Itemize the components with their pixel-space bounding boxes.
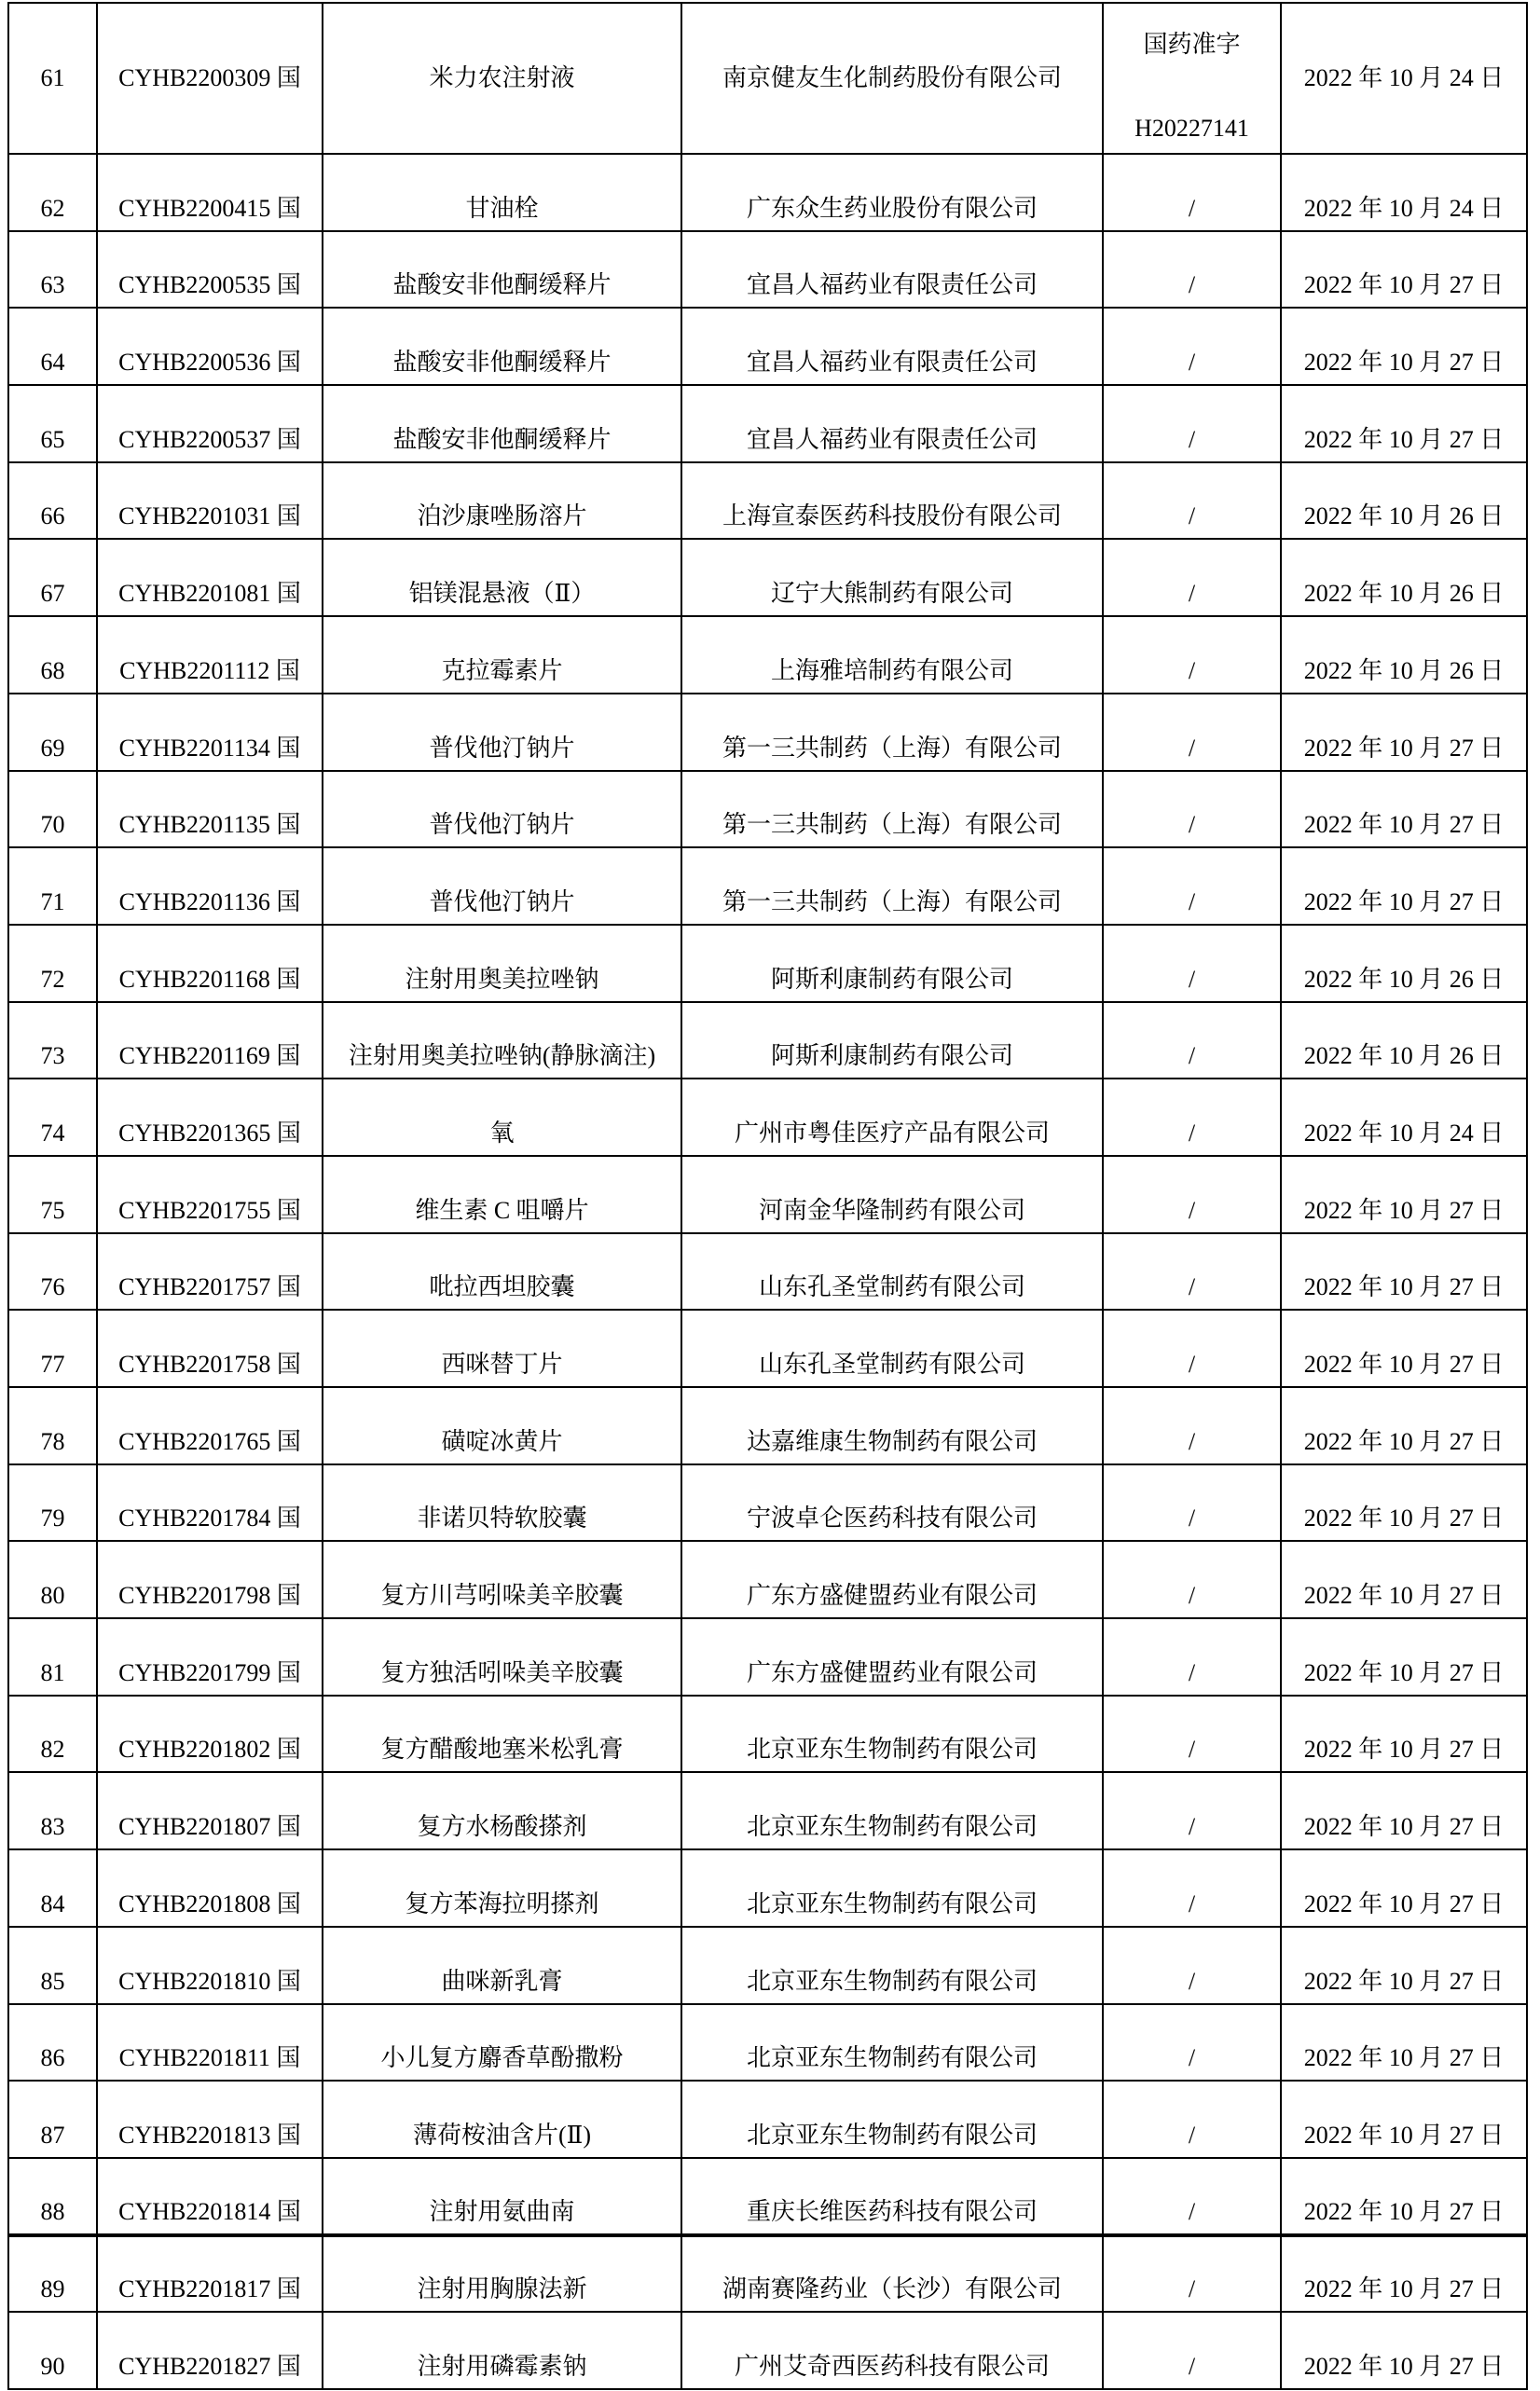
cell-date: 2022 年 10 月 27 日 [1281,1387,1527,1464]
cell-index: 74 [8,1079,97,1156]
cell-acceptance-number: CYHB2201081 国 [97,539,323,616]
cell-acceptance-number: CYHB2200537 国 [97,385,323,462]
cell-company: 湖南赛隆药业（长沙）有限公司 [681,2235,1103,2313]
cell-index: 63 [8,231,97,309]
cell-date: 2022 年 10 月 27 日 [1281,2158,1527,2235]
cell-company: 山东孔圣堂制药有限公司 [681,1310,1103,1387]
cell-date: 2022 年 10 月 24 日 [1281,1079,1527,1156]
cell-company: 广东众生药业股份有限公司 [681,154,1103,231]
cell-company: 辽宁大熊制药有限公司 [681,539,1103,616]
cell-company: 上海宣泰医药科技股份有限公司 [681,462,1103,540]
cell-index: 71 [8,847,97,925]
cell-company: 山东孔圣堂制药有限公司 [681,1233,1103,1311]
cell-approval-number: / [1103,2004,1281,2082]
approval-number-line: 国药准字 [1143,31,1241,58]
cell-approval-number: / [1103,2081,1281,2158]
cell-acceptance-number: CYHB2201758 国 [97,1310,323,1387]
cell-drug-name: 注射用奥美拉唑钠 [323,925,681,1002]
cell-index: 87 [8,2081,97,2158]
cell-acceptance-number: CYHB2201813 国 [97,2081,323,2158]
cell-acceptance-number: CYHB2201814 国 [97,2158,323,2235]
cell-acceptance-number: CYHB2201755 国 [97,1156,323,1233]
cell-drug-name: 小儿复方麝香草酚撒粉 [323,2004,681,2082]
cell-drug-name: 非诺贝特软胶囊 [323,1464,681,1542]
cell-index: 81 [8,1618,97,1696]
cell-acceptance-number: CYHB2201811 国 [97,2004,323,2082]
cell-company: 第一三共制药（上海）有限公司 [681,847,1103,925]
table-row [8,2312,1527,2389]
table-row [8,1696,1527,1773]
table-row [8,1233,1527,1311]
cell-drug-name: 注射用胸腺法新 [323,2235,681,2313]
cell-approval-number: / [1103,1310,1281,1387]
table-row [8,539,1527,616]
cell-company: 宜昌人福药业有限责任公司 [681,231,1103,309]
table-row [8,1156,1527,1233]
cell-date: 2022 年 10 月 27 日 [1281,1310,1527,1387]
cell-acceptance-number: CYHB2200536 国 [97,308,323,385]
table-row [8,462,1527,540]
cell-date: 2022 年 10 月 27 日 [1281,385,1527,462]
cell-drug-name: 注射用奥美拉唑钠(静脉滴注) [323,1002,681,1079]
cell-index: 78 [8,1387,97,1464]
cell-company: 宁波卓仑医药科技有限公司 [681,1464,1103,1542]
table-row [8,1310,1527,1387]
cell-approval-number: / [1103,2235,1281,2313]
table-body [8,3,1527,2389]
cell-index: 72 [8,925,97,1002]
cell-approval-number: / [1103,1002,1281,1079]
cell-date: 2022 年 10 月 27 日 [1281,1464,1527,1542]
table-row [8,1618,1527,1696]
cell-drug-name: 氧 [323,1079,681,1156]
cell-acceptance-number: CYHB2201817 国 [97,2235,323,2313]
table-row [8,1387,1527,1464]
cell-index: 69 [8,694,97,771]
cell-drug-name: 复方独活吲哚美辛胶囊 [323,1618,681,1696]
cell-date: 2022 年 10 月 26 日 [1281,616,1527,694]
cell-date: 2022 年 10 月 26 日 [1281,1002,1527,1079]
cell-index: 66 [8,462,97,540]
cell-approval-number: / [1103,771,1281,848]
cell-company: 上海雅培制药有限公司 [681,616,1103,694]
table-row [8,2235,1527,2313]
cell-index: 65 [8,385,97,462]
cell-approval-number: / [1103,1927,1281,2004]
cell-company: 达嘉维康生物制药有限公司 [681,1387,1103,1464]
cell-approval-number: / [1103,2312,1281,2389]
cell-index: 76 [8,1233,97,1311]
cell-approval-number: / [1103,1233,1281,1311]
cell-date: 2022 年 10 月 24 日 [1281,154,1527,231]
cell-date: 2022 年 10 月 27 日 [1281,1927,1527,2004]
cell-date: 2022 年 10 月 27 日 [1281,1233,1527,1311]
cell-date: 2022 年 10 月 27 日 [1281,694,1527,771]
cell-acceptance-number: CYHB2201827 国 [97,2312,323,2389]
cell-drug-name: 普伐他汀钠片 [323,847,681,925]
table-row [8,847,1527,925]
table-row [8,1002,1527,1079]
table-row [8,1079,1527,1156]
cell-drug-name: 普伐他汀钠片 [323,694,681,771]
cell-company: 阿斯利康制药有限公司 [681,925,1103,1002]
cell-index: 85 [8,1927,97,2004]
table-row [8,1541,1527,1618]
cell-index: 61 [8,3,97,154]
cell-company: 广州艾奇西医药科技有限公司 [681,2312,1103,2389]
cell-drug-name: 盐酸安非他酮缓释片 [323,231,681,309]
table-row [8,385,1527,462]
cell-drug-name: 吡拉西坦胶囊 [323,1233,681,1311]
cell-drug-name: 复方川芎吲哚美辛胶囊 [323,1541,681,1618]
table-row [8,1464,1527,1542]
cell-approval-number: / [1103,1772,1281,1849]
cell-acceptance-number: CYHB2201784 国 [97,1464,323,1542]
cell-approval-number: / [1103,231,1281,309]
cell-date: 2022 年 10 月 27 日 [1281,1541,1527,1618]
cell-acceptance-number: CYHB2201169 国 [97,1002,323,1079]
cell-company: 北京亚东生物制药有限公司 [681,1772,1103,1849]
cell-drug-name: 米力农注射液 [323,3,681,154]
cell-acceptance-number: CYHB2201810 国 [97,1927,323,2004]
table-row [8,1927,1527,2004]
cell-drug-name: 曲咪新乳膏 [323,1927,681,2004]
cell-company: 北京亚东生物制药有限公司 [681,1696,1103,1773]
cell-index: 80 [8,1541,97,1618]
cell-acceptance-number: CYHB2201799 国 [97,1618,323,1696]
table-row [8,616,1527,694]
cell-drug-name: 泊沙康唑肠溶片 [323,462,681,540]
cell-acceptance-number: CYHB2201134 国 [97,694,323,771]
cell-date: 2022 年 10 月 27 日 [1281,1618,1527,1696]
cell-index: 75 [8,1156,97,1233]
cell-index: 83 [8,1772,97,1849]
cell-acceptance-number: CYHB2201807 国 [97,1772,323,1849]
cell-index: 90 [8,2312,97,2389]
table-row [8,694,1527,771]
cell-index: 89 [8,2235,97,2313]
cell-approval-number: / [1103,1156,1281,1233]
cell-date: 2022 年 10 月 27 日 [1281,2312,1527,2389]
cell-drug-name: 维生素 C 咀嚼片 [323,1156,681,1233]
cell-company: 北京亚东生物制药有限公司 [681,1927,1103,2004]
cell-company: 北京亚东生物制药有限公司 [681,2081,1103,2158]
cell-index: 86 [8,2004,97,2082]
cell-approval-number: / [1103,539,1281,616]
cell-index: 62 [8,154,97,231]
cell-index: 70 [8,771,97,848]
table-row [8,2004,1527,2082]
cell-date: 2022 年 10 月 27 日 [1281,2081,1527,2158]
cell-index: 88 [8,2158,97,2235]
cell-date: 2022 年 10 月 26 日 [1281,462,1527,540]
cell-drug-name: 复方水杨酸搽剂 [323,1772,681,1849]
cell-drug-name: 盐酸安非他酮缓释片 [323,308,681,385]
cell-index: 77 [8,1310,97,1387]
cell-company: 河南金华隆制药有限公司 [681,1156,1103,1233]
approval-number-lines [1107,29,1276,144]
cell-index: 64 [8,308,97,385]
cell-acceptance-number: CYHB2201802 国 [97,1696,323,1773]
cell-date: 2022 年 10 月 27 日 [1281,231,1527,309]
cell-company: 宜昌人福药业有限责任公司 [681,308,1103,385]
cell-drug-name: 克拉霉素片 [323,616,681,694]
cell-company: 重庆长维医药科技有限公司 [681,2158,1103,2235]
cell-date: 2022 年 10 月 27 日 [1281,1772,1527,1849]
drug-approval-table [7,2,1528,2390]
cell-drug-name: 注射用磷霉素钠 [323,2312,681,2389]
cell-approval-number: / [1103,385,1281,462]
cell-date: 2022 年 10 月 27 日 [1281,2004,1527,2082]
cell-index: 79 [8,1464,97,1542]
cell-company: 广州市粤佳医疗产品有限公司 [681,1079,1103,1156]
table-row [8,1772,1527,1849]
cell-date: 2022 年 10 月 27 日 [1281,771,1527,848]
cell-approval-number: / [1103,1387,1281,1464]
cell-acceptance-number: CYHB2200535 国 [97,231,323,309]
cell-drug-name: 薄荷桉油含片(Ⅱ) [323,2081,681,2158]
cell-company: 广东方盛健盟药业有限公司 [681,1618,1103,1696]
cell-acceptance-number: CYHB2201136 国 [97,847,323,925]
cell-acceptance-number: CYHB2201808 国 [97,1849,323,1927]
cell-approval-number: / [1103,925,1281,1002]
table-row [8,231,1527,309]
cell-company: 第一三共制药（上海）有限公司 [681,771,1103,848]
cell-date: 2022 年 10 月 27 日 [1281,308,1527,385]
cell-acceptance-number: CYHB2201135 国 [97,771,323,848]
cell-company: 南京健友生化制药股份有限公司 [681,3,1103,154]
cell-acceptance-number: CYHB2201112 国 [97,616,323,694]
cell-date: 2022 年 10 月 26 日 [1281,539,1527,616]
cell-approval-number: / [1103,2158,1281,2235]
table-row [8,771,1527,848]
cell-approval-number: / [1103,847,1281,925]
cell-acceptance-number: CYHB2200309 国 [97,3,323,154]
cell-acceptance-number: CYHB2201757 国 [97,1233,323,1311]
cell-index: 84 [8,1849,97,1927]
cell-drug-name: 甘油栓 [323,154,681,231]
cell-acceptance-number: CYHB2201798 国 [97,1541,323,1618]
cell-approval-number: / [1103,616,1281,694]
table-row [8,1849,1527,1927]
cell-approval-number: / [1103,1696,1281,1773]
cell-index: 73 [8,1002,97,1079]
cell-index: 68 [8,616,97,694]
cell-approval-number: / [1103,1541,1281,1618]
cell-drug-name: 铝镁混悬液（Ⅱ） [323,539,681,616]
cell-acceptance-number: CYHB2201168 国 [97,925,323,1002]
cell-approval-number: / [1103,1079,1281,1156]
cell-acceptance-number: CYHB2200415 国 [97,154,323,231]
cell-approval-number: / [1103,1464,1281,1542]
cell-date: 2022 年 10 月 27 日 [1281,847,1527,925]
cell-company: 阿斯利康制药有限公司 [681,1002,1103,1079]
cell-drug-name: 复方苯海拉明搽剂 [323,1849,681,1927]
cell-drug-name: 普伐他汀钠片 [323,771,681,848]
cell-approval-number: / [1103,1618,1281,1696]
cell-company: 第一三共制药（上海）有限公司 [681,694,1103,771]
cell-date: 2022 年 10 月 27 日 [1281,2235,1527,2313]
cell-company: 北京亚东生物制药有限公司 [681,2004,1103,2082]
table-row [8,925,1527,1002]
cell-date: 2022 年 10 月 27 日 [1281,1849,1527,1927]
cell-acceptance-number: CYHB2201365 国 [97,1079,323,1156]
cell-drug-name: 西咪替丁片 [323,1310,681,1387]
cell-date: 2022 年 10 月 26 日 [1281,925,1527,1002]
cell-approval-number [1103,3,1281,154]
cell-approval-number: / [1103,154,1281,231]
cell-company: 北京亚东生物制药有限公司 [681,1849,1103,1927]
table-row [8,308,1527,385]
table-row [8,154,1527,231]
cell-company: 宜昌人福药业有限责任公司 [681,385,1103,462]
cell-approval-number: / [1103,308,1281,385]
table-row [8,2081,1527,2158]
cell-acceptance-number: CYHB2201031 国 [97,462,323,540]
cell-company: 广东方盛健盟药业有限公司 [681,1541,1103,1618]
cell-approval-number: / [1103,694,1281,771]
cell-drug-name: 盐酸安非他酮缓释片 [323,385,681,462]
cell-drug-name: 注射用氨曲南 [323,2158,681,2235]
cell-index: 82 [8,1696,97,1773]
cell-index: 67 [8,539,97,616]
table-row [8,2158,1527,2235]
cell-date: 2022 年 10 月 24 日 [1281,3,1527,154]
cell-approval-number: / [1103,462,1281,540]
cell-date: 2022 年 10 月 27 日 [1281,1156,1527,1233]
cell-acceptance-number: CYHB2201765 国 [97,1387,323,1464]
cell-approval-number: / [1103,1849,1281,1927]
cell-date: 2022 年 10 月 27 日 [1281,1696,1527,1773]
approval-number-line: H20227141 [1134,115,1249,142]
cell-drug-name: 磺啶冰黄片 [323,1387,681,1464]
cell-drug-name: 复方醋酸地塞米松乳膏 [323,1696,681,1773]
table-row [8,3,1527,154]
